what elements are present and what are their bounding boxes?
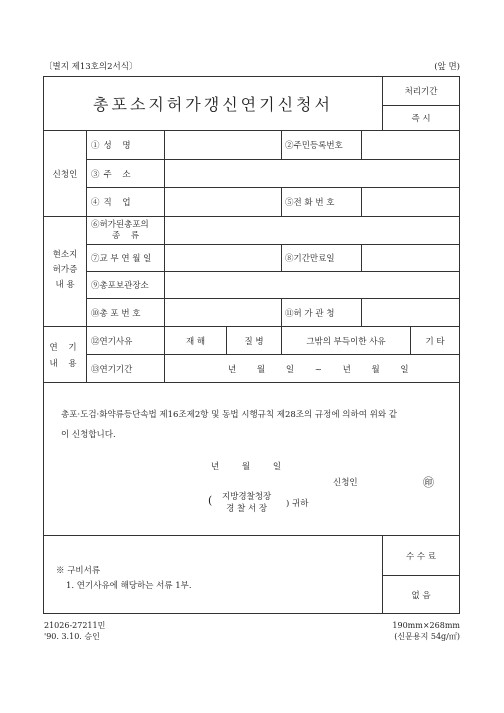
- extension-period-field[interactable]: 년 월 일 ~ 년 월 일: [228, 364, 409, 375]
- reason-disaster[interactable]: 재 해: [185, 336, 206, 347]
- occupation-field[interactable]: [165, 188, 281, 216]
- recipient-block: [222, 491, 271, 515]
- license-section-line1: 현소지: [52, 250, 78, 260]
- statement-line2: 이 신청합니다.: [61, 430, 116, 440]
- authority-field[interactable]: [362, 299, 459, 326]
- phone-label: ⑤전 화 번 호: [285, 198, 335, 208]
- storage-label: ⑨총포보관장소: [91, 281, 149, 291]
- phone-field[interactable]: [362, 188, 459, 216]
- form-title: 총포소지허가갱신연기신청서: [93, 95, 333, 114]
- fee-value: 없 음: [411, 590, 431, 601]
- extension-period-label: ⑬연기기간: [91, 364, 133, 375]
- occupation-label: ④직 업: [91, 198, 135, 208]
- authority-label: ⑪허 가 관 청: [285, 308, 335, 319]
- reason-other[interactable]: 기 타: [425, 336, 445, 347]
- documents-item1: 1. 연기사유에 해당하는 서류 1부.: [66, 581, 192, 591]
- reason-unavoidable[interactable]: 그밖의 부득이한 사유: [306, 336, 386, 347]
- footer-left: [44, 620, 105, 642]
- gun-number-field[interactable]: [165, 299, 281, 326]
- name-field[interactable]: [165, 131, 281, 159]
- name-label: ①성 명: [91, 141, 135, 151]
- reason-illness[interactable]: 질 병: [244, 336, 264, 347]
- recipient-paren-open: (: [208, 494, 213, 507]
- license-section-line3: 내 용: [55, 280, 75, 290]
- statement-applicant-label: 신청인: [333, 478, 358, 488]
- statement-date[interactable]: 년 월 일: [211, 462, 282, 472]
- extension-section-label: [44, 340, 86, 372]
- fee-label: 수 수 료: [405, 551, 437, 562]
- resident-number-field[interactable]: [362, 131, 459, 159]
- extension-reason-label: ⑫연기사유: [91, 336, 133, 347]
- documents-heading: ※ 구비서류: [56, 566, 101, 576]
- gun-number-label: ⑩총 포 번 호: [91, 308, 141, 319]
- statement-line1: 총포·도검·화약류등단속법 제16조제2항 및 동법 시행규칙 제28조의 규정에 의하여 위와 같: [61, 410, 397, 420]
- extension-section-line2: 내 용: [49, 359, 81, 369]
- gun-type-field[interactable]: [165, 217, 459, 244]
- recipient-suffix: ) 귀하: [286, 499, 309, 509]
- issue-date-field[interactable]: [165, 245, 281, 271]
- extension-section-line1: 연 기: [49, 343, 81, 353]
- seal-mark: ㊞: [423, 476, 434, 489]
- recipient-line2: 경 찰 서 장: [226, 504, 268, 514]
- footer-approval-number: 21026-27211민: [44, 621, 106, 630]
- footer-approval-date: '90. 3.10. 승인: [44, 632, 100, 641]
- form-number: 〔별지 제13호의2서식〕: [44, 62, 138, 72]
- expiry-date-label: ⑧기간만료일: [285, 254, 335, 264]
- gun-type-label: [91, 220, 164, 242]
- expiry-date-field[interactable]: [362, 245, 459, 271]
- issue-date-label: ⑦교 부 연 월 일: [91, 254, 152, 264]
- footer-paper-size: 190mm×268mm: [392, 621, 460, 630]
- gun-type-line1: ⑥허가된총포의: [91, 220, 149, 230]
- storage-field[interactable]: [165, 272, 459, 298]
- address-field[interactable]: [165, 160, 459, 187]
- footer-right: [392, 620, 460, 642]
- applicant-section-label: 신청인: [52, 169, 78, 180]
- license-section-label: [44, 248, 86, 293]
- recipient-line1: 지방경찰청장: [222, 492, 272, 502]
- page-side-label: (앞 면): [434, 62, 460, 72]
- processing-period-value: 즉 시: [411, 114, 431, 124]
- footer-paper-type: (신문용지 54g/㎡): [394, 632, 460, 641]
- processing-period-label: 처리기간: [404, 87, 438, 97]
- gun-type-line2: 종 류: [111, 231, 144, 241]
- license-section-line2: 허가증: [52, 265, 78, 275]
- address-label: ③주 소: [91, 169, 135, 180]
- resident-number-label: ②주민등록번호: [285, 141, 343, 151]
